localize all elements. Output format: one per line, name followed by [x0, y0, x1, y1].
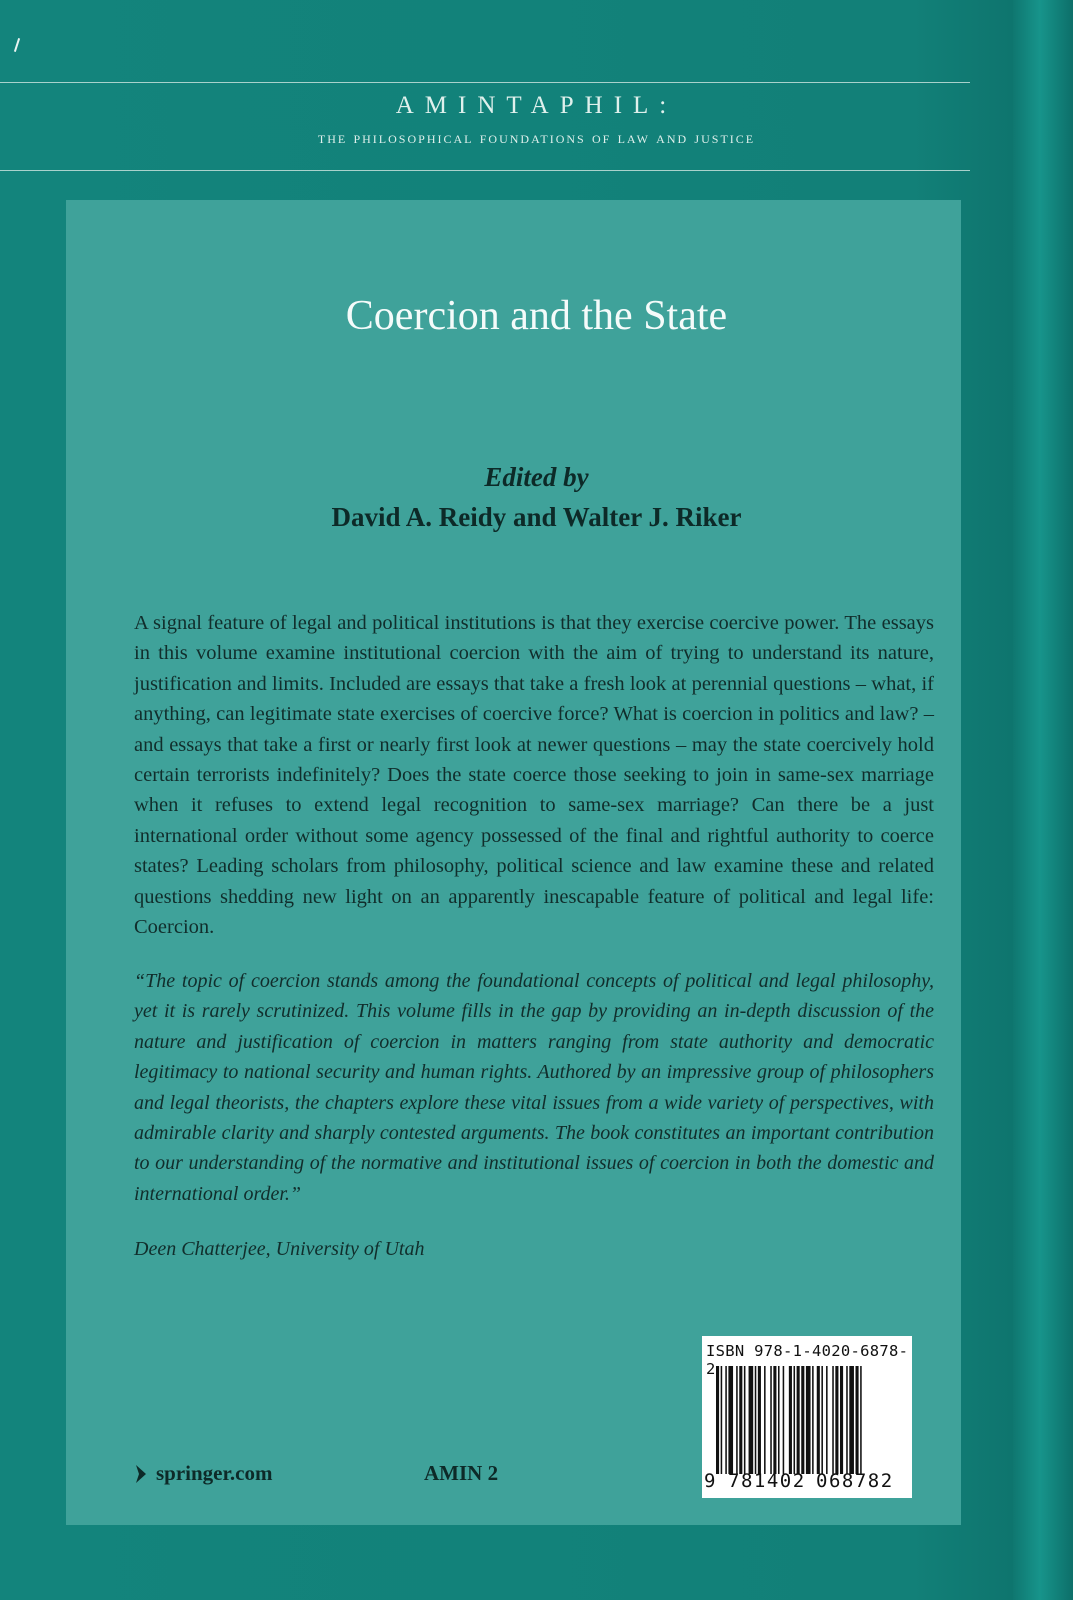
- isbn-number: ISBN 978-1-4020-6878-2: [706, 1342, 909, 1378]
- isbn-barcode: [702, 1336, 912, 1498]
- book-title: Coercion and the State: [345, 293, 728, 339]
- book-description: A signal feature of legal and political institutions is that they exercise coercive power. The essays in this volume examine institutional coercion with the aim of trying to understand its nature, justification and limits. Included are essays that take a fresh look at perennial questions – what, if anything, can legitimate state exercises of coercive force? What is coercion in politics and law? – and essays that take a first or nearly first look at newer questions – may the state coercively hold certain terrorists indefinitely? Does the state coerce those seeking to join in same-sex marriage when it refuses to extend legal recognition to same-sex marriage? Can there be a just international order without some agency possessed of the final and rightful authority to coerce states? Leading scholars from philosophy, political science and law examine these and related questions shedding new light on an apparently inescapable feature of political and legal life: Coercion.: [134, 612, 934, 939]
- barcode-bars: [716, 1366, 904, 1474]
- series-subtitle: [0, 128, 1073, 148]
- series-code: AMIN 2: [424, 1461, 499, 1485]
- editors: David A. Reidy and Walter J. Riker: [331, 502, 742, 532]
- barcode-right-group: 068782: [816, 1470, 894, 1492]
- endorsement-attribution: Deen Chatterjee, University of Utah: [134, 1238, 425, 1260]
- barcode-left-group: 781402: [728, 1470, 806, 1492]
- series-bottom-rule: [0, 170, 970, 171]
- barcode-lead-digit: 9: [704, 1470, 716, 1492]
- endorsement-quote: “The topic of coercion stands among the foundational concepts of political and legal philosophy, yet it is rarely scrutinized. This volume fills in the gap by providing an in-depth discussion of the nature and justification of coercion in matters ranging from state authority and democratic legitimacy to national security and human rights. Authored by an impressive group of philosophers and legal theorists, the chapters explore these vital issues from a wide variety of perspectives, with admirable clarity and sharply contested arguments. The book constitutes an important contribution to our understanding of the normative and institutional issues of coercion in both the domestic and international order.”: [134, 970, 934, 1205]
- chevron-right-icon: [134, 1464, 148, 1484]
- publisher-url: springer.com: [156, 1461, 273, 1485]
- spine-edge: [1013, 0, 1073, 1600]
- publisher-link[interactable]: [134, 1461, 272, 1486]
- series-title: AMINTAPHIL:: [395, 92, 678, 119]
- edited-by-label: Edited by: [484, 462, 589, 492]
- series-top-rule: [0, 82, 970, 83]
- series-subtitle-text: the philosophical foundations of law and justice: [317, 128, 756, 147]
